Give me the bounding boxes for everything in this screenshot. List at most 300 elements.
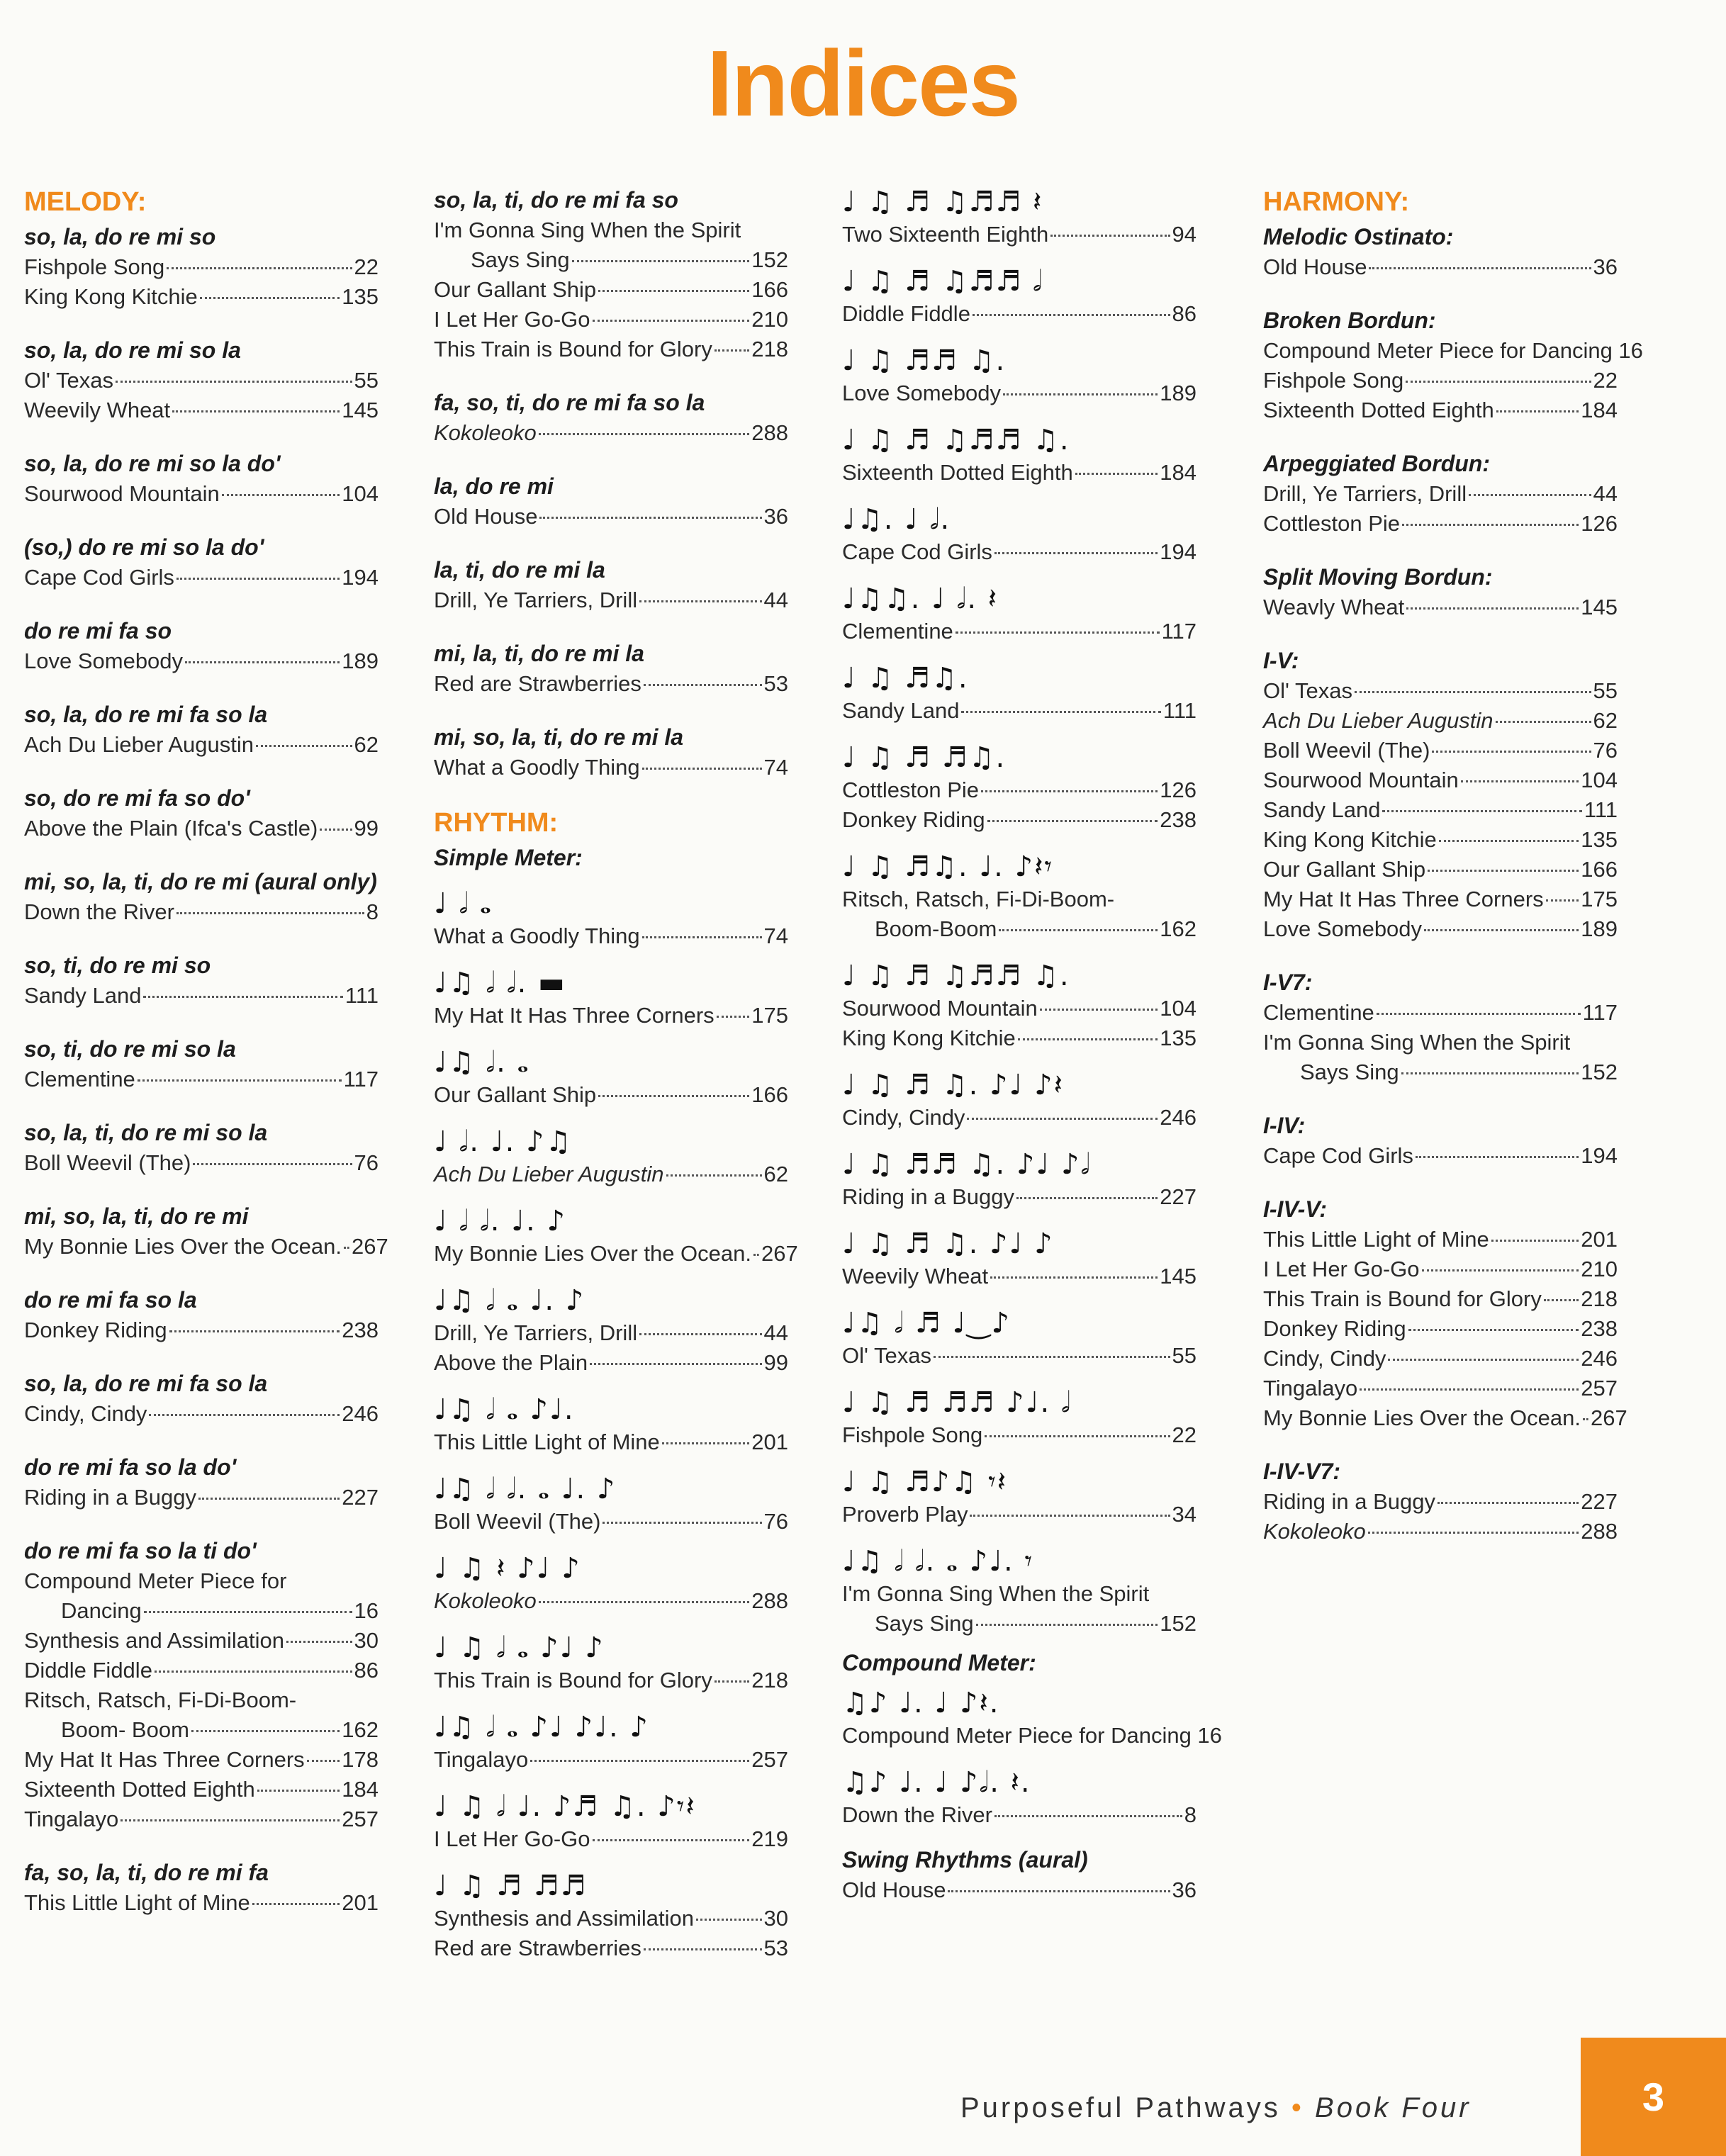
index-entry: [434, 1348, 788, 1378]
entry-title: Two Sixteenth Eighth: [842, 222, 1049, 247]
entry-page: 288: [1581, 1519, 1618, 1544]
entry-page: 288: [751, 1588, 788, 1613]
dot-leader: [1416, 1156, 1579, 1158]
entry-page: 238: [1581, 1316, 1618, 1341]
dot-leader: [994, 552, 1158, 554]
entry-title: King Kong Kitchie: [1263, 827, 1437, 852]
entry-title: Kokoleoko: [1263, 1519, 1366, 1544]
index-entry: [434, 418, 788, 448]
entry-page: 218: [751, 1668, 788, 1692]
rhythm-group: [842, 849, 1197, 944]
index-entry: [434, 245, 788, 275]
index-group: [24, 335, 379, 425]
entry-title: I Let Her Go-Go: [434, 1826, 590, 1851]
index-entry: [434, 1904, 788, 1933]
entry-title: Donkey Riding: [24, 1318, 167, 1342]
entry-title: Compound Meter Piece for: [24, 1568, 287, 1593]
entry-page: 218: [751, 337, 788, 361]
index-entry: [24, 814, 379, 843]
entry-title: Sandy Land: [24, 983, 142, 1008]
footer-separator: •: [1291, 2092, 1304, 2123]
index-entry: [842, 537, 1197, 567]
melody-column: [24, 184, 388, 1941]
entry-title: Love Somebody: [1263, 916, 1423, 941]
rhythm-group: [842, 422, 1197, 488]
dot-leader: [172, 410, 340, 412]
entry-title: Love Somebody: [842, 381, 1002, 405]
index-entry: [434, 1933, 788, 1963]
index-entry: [842, 1875, 1197, 1905]
index-entry: [24, 1656, 379, 1685]
entry-title: Down the River: [24, 899, 174, 924]
entry-title: Down the River: [842, 1802, 992, 1827]
dot-leader: [1402, 524, 1579, 526]
entry-title: Says Sing: [875, 1611, 974, 1636]
simple-meter-heading: Simple Meter:: [434, 845, 583, 870]
group-heading: mi, so, la, ti, do re mi la: [434, 724, 684, 750]
index-entry: [24, 1483, 379, 1512]
dot-leader: [198, 1498, 340, 1500]
index-group: [1263, 448, 1618, 539]
entry-title: Old House: [434, 504, 538, 529]
rhythm-group: [842, 661, 1197, 726]
index-entry: [1263, 795, 1618, 825]
entry-title: This Little Light of Mine: [1263, 1227, 1489, 1252]
group-heading: so, do re mi fa so do': [24, 785, 250, 811]
dot-leader: [666, 1174, 762, 1177]
index-entry: [1263, 509, 1618, 539]
index-group: [434, 471, 788, 532]
entry-title: My Bonnie Lies Over the Ocean.: [434, 1241, 752, 1266]
index-entry: [842, 1341, 1197, 1371]
entry-page: 189: [1160, 381, 1197, 405]
entry-title: Cape Cod Girls: [1263, 1143, 1413, 1168]
entry-title: Proverb Play: [842, 1502, 968, 1527]
index-entry: [1263, 1344, 1618, 1374]
dot-leader: [1360, 1388, 1579, 1391]
index-group: [24, 532, 379, 593]
harmony-column: [1263, 184, 1643, 1569]
rhythm-group: [842, 1464, 1197, 1529]
index-entry: [24, 1745, 379, 1775]
index-group: [434, 554, 788, 615]
melody-groups: [24, 221, 388, 1918]
rhythm-notation: ♩♫ 𝅗𝅥 𝅝 ♩. ♪: [434, 1284, 585, 1317]
entry-page: 189: [342, 649, 379, 673]
entry-title: Drill, Ye Tarriers, Drill: [434, 588, 638, 612]
index-entry: [1263, 1141, 1618, 1171]
index-entry: [24, 1315, 379, 1345]
rhythm-notation: ♩♫ 𝅗𝅥 𝅝 ♪♩.: [434, 1393, 575, 1426]
group-heading: la, do re mi: [434, 473, 554, 499]
entry-title: I Let Her Go-Go: [434, 307, 590, 332]
rhythm-notation: ♩♫. ♩ 𝅗𝅥.: [842, 503, 951, 536]
index-entry: [24, 1232, 388, 1262]
rhythm-group: [842, 1385, 1197, 1450]
entry-page: 99: [354, 816, 379, 841]
dot-leader: [1406, 381, 1591, 383]
dot-leader: [1040, 1009, 1158, 1011]
dot-leader: [973, 314, 1170, 316]
entry-page: 62: [1593, 708, 1618, 733]
dot-leader: [970, 1515, 1170, 1517]
dot-leader: [1469, 494, 1591, 496]
entry-page: 8: [366, 899, 379, 924]
entry-title: Sixteenth Dotted Eighth: [1263, 398, 1494, 422]
rhythm-group: [434, 1203, 798, 1269]
entry-page: 62: [763, 1162, 788, 1186]
entry-page: 94: [1172, 222, 1197, 247]
group-heading: so, la, do re mi fa so la: [24, 1371, 268, 1396]
index-group: [24, 782, 379, 843]
dot-leader: [1583, 1418, 1588, 1420]
entry-title: Says Sing: [471, 247, 570, 272]
group-heading: do re mi fa so: [24, 618, 172, 644]
rhythm-notation: ♩ 𝅗𝅥 𝅗𝅥. ♩. ♪: [434, 1205, 566, 1237]
index-group: [434, 387, 788, 448]
entry-page: 53: [763, 671, 788, 696]
dot-leader: [1016, 1197, 1158, 1199]
entry-page: 227: [1581, 1489, 1618, 1514]
entry-title: This Little Light of Mine: [24, 1890, 250, 1915]
rhythm-notation: ♩ ♫ ♬♫.: [842, 662, 969, 695]
index-group: [24, 1452, 379, 1512]
entry-title: Synthesis and Assimilation: [24, 1628, 285, 1653]
dot-leader: [981, 790, 1158, 792]
dot-leader: [1401, 1072, 1579, 1074]
index-entry: [24, 1715, 379, 1745]
index-entry: [1263, 479, 1618, 509]
index-entry: [24, 252, 379, 282]
index-entry: [842, 299, 1197, 329]
dot-leader: [590, 1363, 761, 1365]
rhythm-notation: ♩ ♫ ♬ ♫♬♬ 𝄽: [842, 186, 1043, 218]
entry-title: Cottleston Pie: [842, 777, 979, 802]
melody-heading: MELODY:: [24, 187, 147, 217]
harmony-groups: [1263, 221, 1643, 1546]
entry-page: 117: [343, 1067, 379, 1091]
rhythm-column: [842, 184, 1222, 1905]
index-entry: [842, 805, 1197, 835]
dot-leader: [1050, 235, 1170, 237]
index-group: [24, 1535, 379, 1834]
entry-page: 74: [763, 755, 788, 780]
entry-title: Riding in a Buggy: [842, 1184, 1014, 1209]
dot-leader: [753, 1254, 759, 1256]
entry-title: Diddle Fiddle: [24, 1658, 152, 1683]
dot-leader: [999, 929, 1158, 931]
rhythm-notation: ♩ ♫ ♬♫. ♩. ♪𝄽𝄾: [842, 850, 1054, 883]
rhythm-group: [434, 1471, 788, 1537]
index-group: [1263, 561, 1618, 622]
group-heading: so, ti, do re mi so: [24, 953, 211, 978]
rhythm-group: [434, 1709, 788, 1775]
dot-leader: [286, 1641, 352, 1643]
dot-leader: [717, 1016, 750, 1018]
dot-leader: [572, 260, 750, 262]
index-entry: [434, 502, 788, 532]
entry-page: 104: [1581, 768, 1618, 792]
rhythm-notation: ♩♫♫. ♩ 𝅗𝅥. 𝄽: [842, 583, 998, 615]
index-entry: [1263, 765, 1618, 795]
page-number: 3: [1581, 2038, 1726, 2156]
dot-leader: [149, 1414, 340, 1416]
dot-leader: [1424, 929, 1579, 931]
rhythm-entries-continued: [842, 184, 1197, 1639]
index-entry: [24, 395, 379, 425]
dot-leader: [715, 349, 749, 352]
entry-page: 22: [354, 254, 379, 279]
entry-page: 74: [763, 923, 788, 948]
entry-title: Ach Du Lieber Augustin: [1263, 708, 1494, 733]
entry-page: 22: [1172, 1422, 1197, 1447]
index-entry: [1263, 1403, 1627, 1433]
entry-title: My Bonnie Lies Over the Ocean.: [24, 1234, 342, 1259]
index-group: [1263, 1456, 1618, 1546]
index-group: [1263, 645, 1618, 944]
dot-leader: [1496, 721, 1591, 723]
index-group: [24, 615, 379, 676]
entry-page: 44: [763, 1320, 788, 1345]
index-entry: [842, 1262, 1197, 1291]
index-entry: [842, 1103, 1197, 1133]
entry-title: I'm Gonna Sing When the Spirit: [434, 218, 741, 242]
index-entry: [842, 458, 1197, 488]
index-entry: [1263, 1254, 1618, 1284]
index-entry: [24, 1566, 379, 1596]
entry-page: 44: [763, 588, 788, 612]
rhythm-group: [842, 958, 1197, 1053]
entry-title: Riding in a Buggy: [1263, 1489, 1435, 1514]
group-heading: so, la, ti, do re mi so la: [24, 1120, 268, 1145]
dot-leader: [961, 711, 1160, 713]
entry-title: I'm Gonna Sing When the Spirit: [842, 1581, 1150, 1606]
group-heading: Arpeggiated Bordun:: [1263, 451, 1490, 476]
entry-title: Sixteenth Dotted Eighth: [24, 1777, 255, 1802]
index-entry: [842, 914, 1197, 944]
entry-page: 227: [1160, 1184, 1197, 1209]
index-entry: [24, 1399, 379, 1429]
dot-leader: [116, 381, 352, 383]
rhythm-notation: ♩ ♫ ♬ ♫♬♬ ♫.: [842, 424, 1070, 456]
series-name: Purposeful Pathways: [960, 2092, 1281, 2123]
entry-title: Boll Weevil (The): [434, 1509, 601, 1534]
index-entry: [434, 1586, 788, 1616]
index-entry: [24, 1626, 379, 1656]
entry-page: 76: [354, 1150, 379, 1175]
dot-leader: [200, 297, 340, 299]
entry-title: Ol' Texas: [842, 1343, 931, 1368]
dot-leader: [639, 1333, 761, 1335]
index-entry: [1263, 706, 1618, 736]
rhythm-group: [434, 1045, 788, 1110]
dot-leader: [642, 768, 762, 770]
rhythm-notation: ♩ ♫ ♬ ♬♬: [434, 1870, 588, 1902]
dot-leader: [155, 1671, 352, 1673]
rhythm-group: [842, 740, 1197, 835]
entry-page: 117: [1582, 1000, 1618, 1025]
index-entry: [434, 1427, 788, 1457]
entry-page: 152: [751, 247, 788, 272]
index-entry: [1263, 1517, 1618, 1546]
group-heading: I-V:: [1263, 648, 1299, 673]
index-entry: [434, 585, 788, 615]
dot-leader: [121, 1819, 340, 1821]
entry-page: 86: [1172, 301, 1197, 326]
dot-leader: [593, 320, 750, 322]
entry-title: Donkey Riding: [1263, 1316, 1406, 1341]
index-entry: [24, 1148, 379, 1178]
index-entry: [1263, 366, 1618, 395]
index-entry: [24, 479, 379, 509]
entry-page: 135: [1581, 827, 1618, 852]
entry-title: Old House: [842, 1877, 946, 1902]
index-entry: [434, 305, 788, 335]
dot-leader: [593, 1839, 750, 1841]
dot-leader: [176, 912, 364, 914]
entry-title: My Hat It Has Three Corners: [434, 1003, 715, 1028]
entry-title: Ol' Texas: [1263, 678, 1352, 703]
rhythm-notation: ♩♫ 𝅗𝅥 ♬ ♩‿♪: [842, 1307, 1011, 1340]
entry-page: 55: [1593, 678, 1618, 703]
entry-title: Ach Du Lieber Augustin: [24, 732, 254, 757]
melody-groups-continued: [434, 184, 788, 782]
rhythm-group: [842, 1147, 1197, 1212]
rhythm-notation: ♫♪ ♩. ♩ ♪𝅗𝅥. 𝄽.: [842, 1766, 1031, 1799]
dot-leader: [1546, 899, 1579, 902]
rhythm-group: [842, 264, 1197, 329]
entry-title: Tingalayo: [434, 1747, 529, 1772]
entry-page: 178: [342, 1747, 379, 1772]
dot-leader: [987, 820, 1158, 822]
compound-meter-heading: Compound Meter:: [842, 1650, 1036, 1675]
index-entry: [434, 275, 788, 305]
group-heading: mi, la, ti, do re mi la: [434, 641, 644, 666]
group-heading: so, la, do re mi so la: [24, 337, 241, 363]
index-entry: [842, 378, 1197, 408]
dot-leader: [1355, 691, 1591, 693]
rhythm-notation: ♩♫ 𝅗𝅥. 𝅝: [434, 1046, 530, 1079]
rhythm-group: [434, 1789, 788, 1854]
rhythm-notation: ♩ ♫ 𝅗𝅥 𝅝 ♪♩ ♪: [434, 1632, 605, 1664]
entry-title: Boom-Boom: [875, 916, 997, 941]
index-group: [434, 638, 788, 699]
index-entry: [1263, 998, 1618, 1028]
dot-leader: [598, 290, 749, 292]
index-entry: [24, 897, 379, 927]
entry-title: Ritsch, Ratsch, Fi-Di-Boom-: [842, 887, 1115, 911]
dot-leader: [1428, 870, 1579, 872]
dot-leader: [1377, 1013, 1581, 1015]
entry-title: Ol' Texas: [24, 368, 113, 393]
rhythm-group: [434, 1283, 788, 1378]
entry-title: This Train is Bound for Glory: [434, 337, 712, 361]
entry-title: What a Goodly Thing: [434, 755, 640, 780]
index-group: [24, 1857, 379, 1918]
dot-leader: [1438, 1502, 1579, 1504]
index-entry: [1263, 1487, 1618, 1517]
entry-title: Drill, Ye Tarriers, Drill: [1263, 481, 1467, 506]
dot-leader: [644, 1948, 762, 1950]
group-heading: mi, so, la, ti, do re mi: [24, 1203, 249, 1229]
book-name: Book Four: [1315, 2092, 1472, 2123]
dot-leader: [603, 1522, 761, 1524]
entry-title: Ritsch, Ratsch, Fi-Di-Boom-: [24, 1688, 297, 1712]
index-entry: [1263, 1314, 1618, 1344]
dot-leader: [1439, 840, 1579, 842]
entry-title: Fishpole Song: [1263, 368, 1404, 393]
entry-title: Sandy Land: [842, 698, 960, 723]
rhythm-heading: RHYTHM:: [434, 808, 559, 838]
entry-page: 166: [751, 1082, 788, 1107]
entry-page: 104: [342, 481, 379, 506]
group-heading: so, la, ti, do re mi fa so: [434, 187, 678, 213]
rhythm-notation: ♩♫ 𝅗𝅥 𝅝 ♪♩ ♪♩. ♪: [434, 1711, 649, 1744]
entry-page: 267: [1591, 1405, 1627, 1430]
entry-title: Clementine: [1263, 1000, 1374, 1025]
entry-page: 22: [1593, 368, 1618, 393]
index-entry: [842, 994, 1197, 1023]
index-entry: [24, 366, 379, 395]
entry-title: Cindy, Cindy: [1263, 1346, 1386, 1371]
entry-page: 175: [1581, 887, 1618, 911]
index-group: [434, 722, 788, 782]
entry-page: 238: [1160, 807, 1197, 832]
rhythm-group: [434, 1124, 788, 1189]
entry-page: 117: [1161, 619, 1197, 644]
entry-title: Kokoleoko: [434, 1588, 537, 1613]
rhythm-group: [842, 343, 1197, 408]
index-group: [1263, 221, 1618, 282]
group-heading: do re mi fa so la ti do': [24, 1538, 257, 1563]
entry-page: 238: [342, 1318, 379, 1342]
index-entry: [434, 1666, 788, 1695]
page-title: Indices: [707, 31, 1019, 135]
entry-page: 111: [344, 983, 379, 1008]
dot-leader: [1491, 1240, 1579, 1242]
dot-leader: [320, 829, 352, 831]
index-entry: [842, 1609, 1197, 1639]
index-entry: [1263, 1057, 1618, 1087]
entry-page: 62: [354, 732, 379, 757]
dot-leader: [167, 267, 352, 269]
entry-title: I'm Gonna Sing When the Spirit: [1263, 1030, 1571, 1055]
entry-page: 53: [763, 1936, 788, 1960]
index-entry: [434, 1824, 788, 1854]
entry-page: 194: [1160, 539, 1197, 564]
entry-page: 111: [1584, 797, 1618, 822]
index-entry: [434, 1318, 788, 1348]
entry-title: This Train is Bound for Glory: [1263, 1286, 1542, 1311]
group-heading: do re mi fa so la do': [24, 1454, 237, 1480]
index-entry: [1263, 395, 1618, 425]
rhythm-notation: ♩ ♫ ♬♪♫ 𝄾𝄽: [842, 1466, 1007, 1498]
entry-title: Above the Plain: [434, 1350, 588, 1375]
footer-title: [960, 2092, 1472, 2124]
index-entry: [842, 1721, 1222, 1751]
entry-page: 99: [763, 1350, 788, 1375]
entry-page: 288: [751, 420, 788, 445]
dot-leader: [222, 494, 340, 496]
entry-page: 36: [763, 504, 788, 529]
entry-page: 218: [1581, 1286, 1618, 1311]
index-entry: [842, 696, 1197, 726]
entry-page: 126: [1160, 777, 1197, 802]
dot-leader: [1075, 473, 1158, 475]
index-entry: [434, 335, 788, 364]
entry-page: 34: [1172, 1502, 1197, 1527]
entry-title: My Hat It Has Three Corners: [1263, 887, 1544, 911]
